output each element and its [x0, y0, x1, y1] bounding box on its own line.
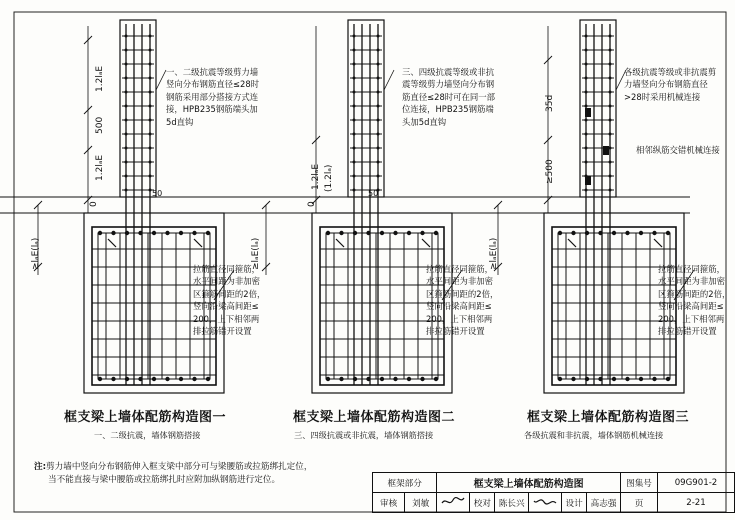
- bar-dot: [125, 147, 128, 150]
- bar-dot: [149, 77, 152, 80]
- fig1-title: 框支梁上墙体配筋构造图一: [64, 410, 227, 425]
- beam-bottom-bar: [366, 377, 370, 381]
- fig2-callout-note: [402, 66, 495, 128]
- tb-drawing-title: 框支梁上墙体配筋构造图: [437, 473, 621, 493]
- beam-top-bar: [206, 231, 210, 235]
- fig1-callout-line: 钢筋采用部分搭接方式连: [166, 91, 259, 102]
- beam-top-bar: [420, 231, 424, 235]
- tie-note-line: 区箍筋间距的2倍，: [193, 288, 266, 299]
- beam-bottom-bar: [380, 377, 384, 381]
- beam-bottom-bar: [558, 377, 562, 381]
- dim-fig2-upper-paren: (1.2lₐ): [324, 164, 334, 192]
- fig1-callout-line: 接，HPB235钢筋端头加: [166, 104, 258, 115]
- beam-bottom-bar: [138, 377, 142, 381]
- dim-fig2-fifty: 50: [368, 189, 379, 198]
- beam-bottom-bar: [598, 377, 602, 381]
- tie-note-line: 竖向沿梁高间距≤: [426, 301, 492, 312]
- beam-bottom-bar: [179, 377, 183, 381]
- fig2-callout-line: 位连接，HPB235钢筋端: [402, 104, 494, 115]
- bar-dot: [377, 91, 380, 94]
- tie-note-line: 水平间距为非加密: [426, 276, 493, 287]
- footnote-line-1: 剪力墙中竖向分布钢筋伸入框支梁中部分可与梁腰筋或拉筋绑扎定位，: [46, 462, 313, 472]
- dim-fig1-fifty: 50: [152, 189, 163, 198]
- bar-dot: [377, 35, 380, 38]
- dim-fig3-500: ≥500: [545, 159, 555, 184]
- signature-scribble-icon: [532, 495, 558, 507]
- dim-fig2-upper: 1.2lₐE: [311, 163, 321, 190]
- bar-dot: [125, 133, 128, 136]
- beam-bottom-bar: [625, 377, 629, 381]
- beam-top-bar: [393, 231, 397, 235]
- beam-top-bar: [407, 231, 411, 235]
- beam-top-bar: [353, 231, 357, 235]
- tb-designer: 高志强: [587, 493, 621, 513]
- footnote-line-2: 当不能直接与梁中腰筋或拉筋绑扎时应附加纵钢筋进行定位。: [48, 475, 281, 485]
- beam-bottom-bar: [407, 377, 411, 381]
- leader-line: [384, 70, 394, 90]
- bar-dot: [149, 63, 152, 66]
- leader-line: [156, 70, 166, 90]
- tb-category: 框架部分: [373, 473, 437, 493]
- tie-note-line: 排拉筋错开设置: [426, 326, 485, 337]
- tb-design-label: 设计: [562, 493, 587, 513]
- hook-mark: [194, 239, 202, 247]
- fig3-tie-note: [658, 263, 730, 337]
- mechanical-coupler: [585, 176, 591, 185]
- bar-dot: [377, 105, 380, 108]
- beam-top-bar: [639, 231, 643, 235]
- beam-bottom-bar: [666, 377, 670, 381]
- beam-top-bar: [179, 231, 183, 235]
- bar-dot: [609, 49, 612, 52]
- tie-note-line: 排拉筋错开设置: [658, 326, 717, 337]
- bar-dot: [609, 91, 612, 94]
- bar-dot: [125, 119, 128, 122]
- bar-dot: [353, 105, 356, 108]
- tb-page-label: 页: [621, 493, 658, 513]
- beam-bottom-bar: [125, 377, 129, 381]
- bar-dot: [125, 63, 128, 66]
- bar-dot: [353, 161, 356, 164]
- bar-dot: [585, 161, 588, 164]
- beam-bottom-bar: [98, 377, 102, 381]
- dim-fig2-anchor: ≥lₐE(lₐ): [251, 237, 261, 270]
- bar-dot: [125, 105, 128, 108]
- beam-bottom-bar: [353, 377, 357, 381]
- tie-note-line: 竖向沿梁高间距≤: [193, 301, 259, 312]
- beam-bottom-bar: [434, 377, 438, 381]
- beam-bottom-bar: [192, 377, 196, 381]
- bar-dot: [585, 35, 588, 38]
- beam-top-bar: [585, 231, 589, 235]
- bar-dot: [149, 175, 152, 178]
- bar-dot: [377, 77, 380, 80]
- tie-note-line: 竖向沿梁高间距≤: [658, 301, 724, 312]
- beam-bottom-bar: [652, 377, 656, 381]
- beam-top-bar: [98, 231, 102, 235]
- fig2-title: 框支梁上墙体配筋构造图二: [293, 410, 456, 425]
- fig1-callout-line: 竖向分布钢筋直径≤28时: [166, 79, 260, 90]
- bar-dot: [585, 133, 588, 136]
- dim-fig1-500: 500: [95, 116, 105, 134]
- fig1-callout-line: 5d直钩: [166, 116, 194, 127]
- tie-note-line: 200，上下相邻两: [658, 313, 725, 324]
- beam-top-bar: [138, 231, 142, 235]
- beam-top-bar: [666, 231, 670, 235]
- dim-fig1-lower: 1.2lₐE: [95, 154, 105, 181]
- bar-dot: [149, 49, 152, 52]
- beam-top-bar: [652, 231, 656, 235]
- beam-top-bar: [152, 231, 156, 235]
- tie-note-line: 200，上下相邻两: [426, 313, 493, 324]
- bar-dot: [609, 161, 612, 164]
- bar-dot: [149, 105, 152, 108]
- fig3-subtitle: 各级抗震和非抗震，墙体钢筋机械连接: [524, 430, 664, 440]
- bar-dot: [125, 91, 128, 94]
- bar-dot: [149, 119, 152, 122]
- tie-note-line: 拉筋直径同箍筋，: [193, 264, 260, 274]
- fig3-callout-line: 各级抗震等级或非抗震剪: [624, 67, 717, 77]
- beam-bottom-bar: [339, 377, 343, 381]
- dim-fig1-upper: 1.2lₐE: [95, 65, 105, 92]
- bar-dot: [377, 63, 380, 66]
- beam-top-bar: [339, 231, 343, 235]
- bar-dot: [353, 119, 356, 122]
- bar-dot: [125, 35, 128, 38]
- bar-dot: [609, 175, 612, 178]
- tb-atlas-no: 09G901-2: [658, 473, 735, 493]
- tb-atlas-label: 图集号: [621, 473, 658, 493]
- beam-bottom-bar: [152, 377, 156, 381]
- dim-fig3-anchor: ≥lₐE(lₐ): [489, 237, 499, 270]
- tb-page-no: 2-21: [658, 493, 735, 513]
- fig1-callout-note: [166, 66, 259, 128]
- beam-bottom-bar: [165, 377, 169, 381]
- hook-mark: [336, 239, 344, 247]
- bar-dot: [377, 175, 380, 178]
- beam-bottom-bar: [639, 377, 643, 381]
- bar-dot: [609, 189, 612, 192]
- bar-dot: [609, 63, 612, 66]
- bar-dot: [585, 105, 588, 108]
- fig3-callout-note: [624, 66, 716, 103]
- bar-dot: [585, 49, 588, 52]
- fig2-subtitle: 三、四级抗震或非抗震，墙体钢筋搭接: [294, 430, 434, 440]
- bar-dot: [585, 77, 588, 80]
- fig2-callout-line: 头加5d直钩: [402, 116, 447, 127]
- bar-dot: [585, 119, 588, 122]
- beam-top-bar: [571, 231, 575, 235]
- tb-check-label: 校对: [470, 493, 495, 513]
- bar-dot: [149, 91, 152, 94]
- beam-bottom-bar: [420, 377, 424, 381]
- beam-top-bar: [326, 231, 330, 235]
- fig3-sleeve-note: 相邻纵筋交错机械连接: [636, 145, 720, 155]
- bar-dot: [149, 35, 152, 38]
- bar-dot: [377, 49, 380, 52]
- beam-top-bar: [558, 231, 562, 235]
- bar-dot: [609, 133, 612, 136]
- dim-fig2-zero: 0: [307, 201, 317, 207]
- bar-dot: [125, 49, 128, 52]
- beam-bottom-bar: [585, 377, 589, 381]
- bar-dot: [609, 105, 612, 108]
- beam-top-bar: [165, 231, 169, 235]
- tie-note-line: 水平间距为非加密: [658, 276, 725, 287]
- bar-dot: [377, 161, 380, 164]
- bar-dot: [353, 77, 356, 80]
- bar-dot: [353, 91, 356, 94]
- tie-note-line: 200，上下相邻两: [193, 313, 260, 324]
- bar-dot: [353, 133, 356, 136]
- bar-dot: [585, 189, 588, 192]
- bar-dot: [377, 147, 380, 150]
- bar-dot: [125, 161, 128, 164]
- bar-dot: [377, 119, 380, 122]
- tie-note-line: 水平间距为非加密: [193, 276, 260, 287]
- signature-scribble-icon: [440, 495, 466, 507]
- beam-bottom-bar: [571, 377, 575, 381]
- dim-fig3-35d: 35d: [545, 94, 555, 112]
- fig3-title: 框支梁上墙体配筋构造图三: [527, 410, 690, 425]
- tie-note-line: 区箍筋间距的2倍，: [658, 288, 731, 299]
- fig1-tie-note: [193, 263, 265, 337]
- tb-checker: 陈长兴: [495, 493, 529, 513]
- hook-mark: [654, 239, 662, 247]
- beam-bottom-bar: [111, 377, 115, 381]
- bar-dot: [353, 189, 356, 192]
- beam-top-bar: [366, 231, 370, 235]
- tb-reviewer-signature: [437, 493, 470, 513]
- beam-top-bar: [380, 231, 384, 235]
- bar-dot: [353, 49, 356, 52]
- fig2-callout-line: 筋直径≤28时可在同一部: [402, 91, 496, 102]
- beam-bottom-bar: [393, 377, 397, 381]
- hook-mark: [422, 239, 430, 247]
- hook-mark: [568, 239, 576, 247]
- fig3-callout-line: >28时采用机械连接: [624, 91, 701, 102]
- tie-note-line: 拉筋直径同箍筋，: [426, 264, 493, 274]
- hook-mark: [108, 239, 116, 247]
- beam-top-bar: [612, 231, 616, 235]
- beam-bottom-bar: [326, 377, 330, 381]
- tie-note-line: 拉筋直径同箍筋，: [658, 264, 725, 274]
- tie-note-line: 区箍筋间距的2倍，: [426, 288, 499, 299]
- bar-dot: [377, 133, 380, 136]
- tb-review-label: 审核: [373, 493, 405, 513]
- fig2-callout-line: 震等级剪力墙竖向分布钢: [402, 79, 495, 90]
- bar-dot: [125, 175, 128, 178]
- tb-checker-signature: [529, 493, 562, 513]
- fig2-tie-note: [426, 263, 498, 337]
- beam-top-bar: [598, 231, 602, 235]
- beam-top-bar: [625, 231, 629, 235]
- mechanical-coupler: [585, 108, 591, 117]
- bar-dot: [353, 63, 356, 66]
- bar-dot: [149, 161, 152, 164]
- beam-bottom-bar: [206, 377, 210, 381]
- mechanical-coupler: [603, 146, 609, 155]
- beam-top-bar: [125, 231, 129, 235]
- bar-dot: [609, 119, 612, 122]
- bar-dot: [125, 77, 128, 80]
- tie-note-line: 排拉筋错开设置: [193, 326, 252, 337]
- bar-dot: [353, 147, 356, 150]
- bar-dot: [609, 77, 612, 80]
- bar-dot: [149, 147, 152, 150]
- beam-top-bar: [111, 231, 115, 235]
- fig1-subtitle: 一、二级抗震，墙体钢筋搭接: [94, 430, 201, 440]
- footnote: [34, 461, 312, 487]
- dim-fig1-anchor: ≥lₐE(lₐ): [31, 237, 41, 270]
- bar-dot: [125, 189, 128, 192]
- fig3-callout-line: 力墙竖向分布钢筋直径: [624, 79, 708, 90]
- bar-dot: [585, 147, 588, 150]
- beam-top-bar: [192, 231, 196, 235]
- bar-dot: [585, 63, 588, 66]
- fig2-callout-line: 三、四级抗震等级或非抗: [402, 67, 495, 77]
- beam-bottom-bar: [612, 377, 616, 381]
- footnote-label: 注:: [34, 462, 47, 472]
- dim-fig1-zero: 0: [89, 201, 99, 207]
- bar-dot: [353, 175, 356, 178]
- bar-dot: [353, 35, 356, 38]
- bar-dot: [609, 35, 612, 38]
- tb-reviewer: 刘敏: [405, 493, 437, 513]
- beam-top-bar: [434, 231, 438, 235]
- fig1-callout-line: 一、二级抗震等级剪力墙: [166, 67, 259, 77]
- bar-dot: [585, 91, 588, 94]
- title-block: [372, 472, 735, 513]
- bar-dot: [149, 133, 152, 136]
